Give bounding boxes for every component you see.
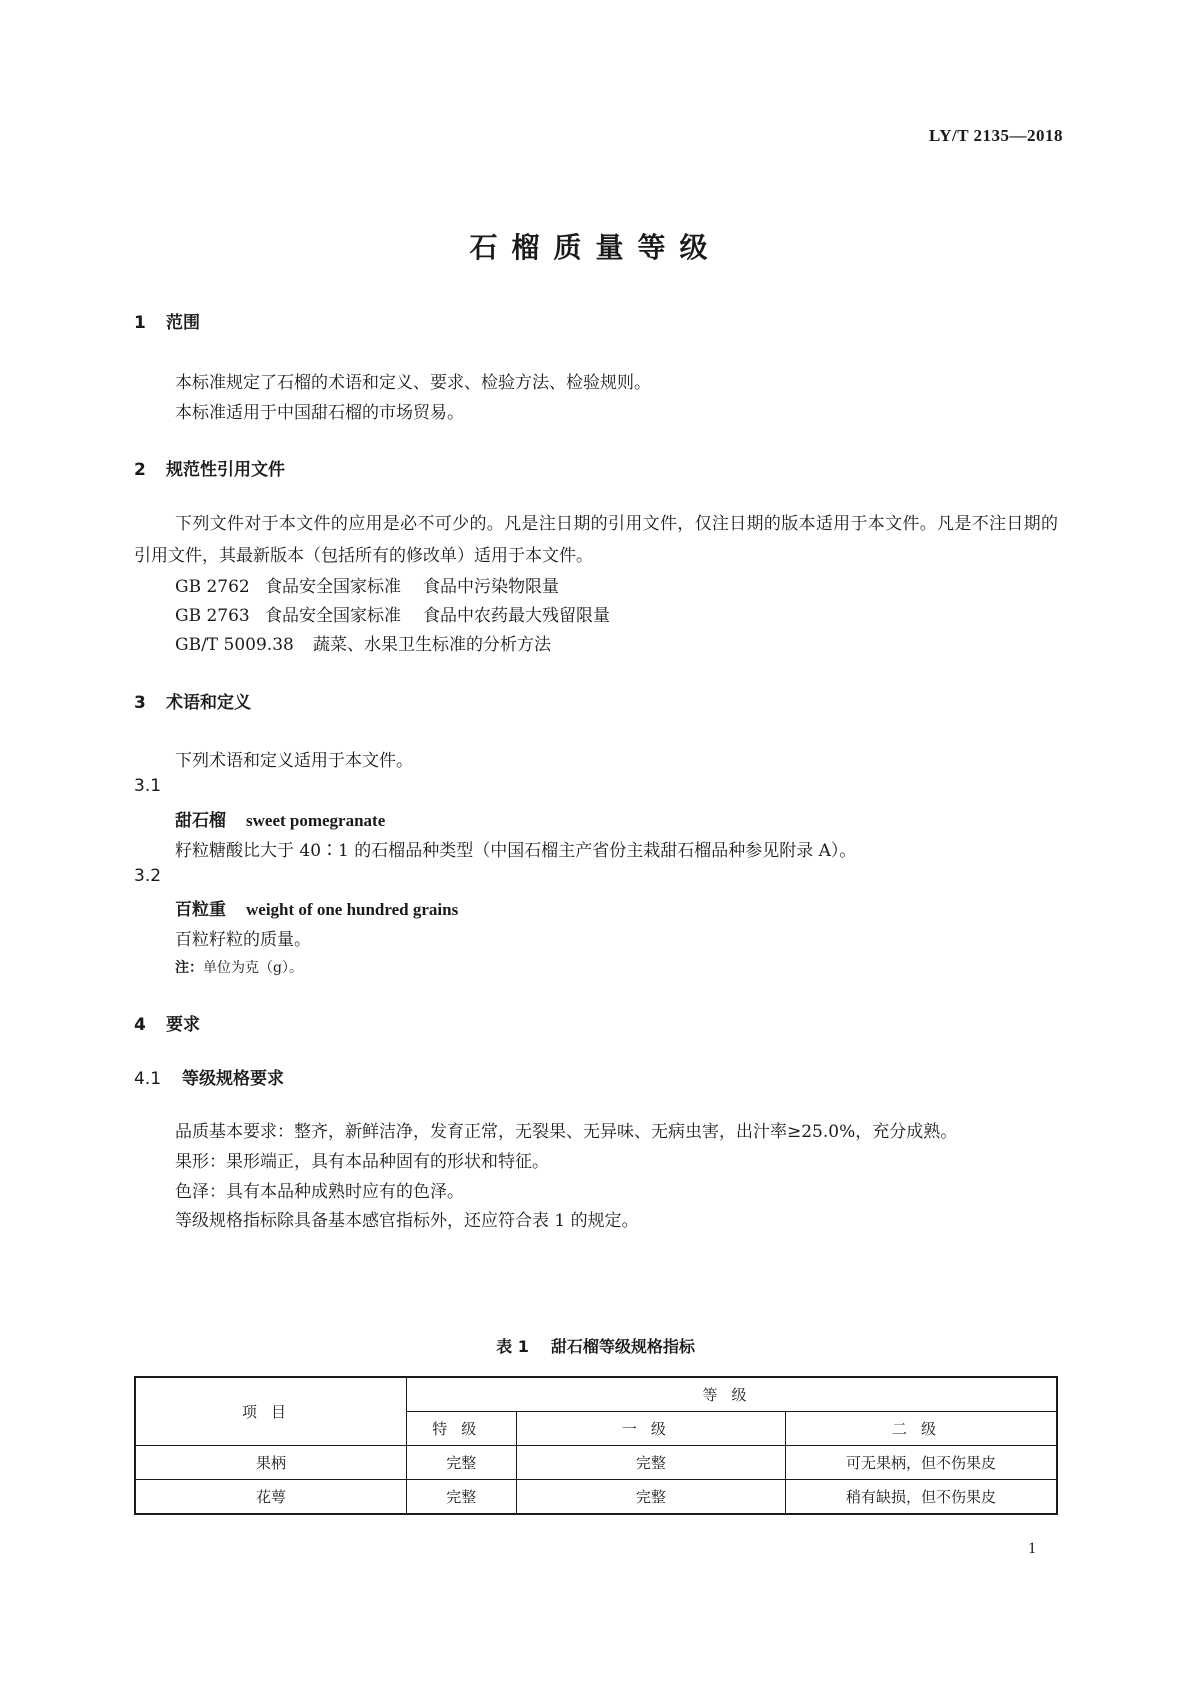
term-heading [175, 895, 458, 920]
section-number: 3 [134, 693, 146, 713]
section-number: 4 [134, 1015, 146, 1035]
term-heading [175, 806, 385, 831]
term-en: sweet pomegranate [246, 811, 386, 830]
reference-code: GB/T 5009.38 [175, 635, 294, 655]
table-caption [0, 1334, 1191, 1357]
reference-code: GB 2763 [175, 606, 250, 626]
subsection-title: 等级规格要求 [182, 1069, 284, 1089]
term-zh: 甜石榴 [175, 811, 226, 831]
section-title: 要求 [166, 1015, 200, 1035]
header-grade-second: 二级 [786, 1412, 1057, 1446]
section-2-heading [134, 455, 285, 480]
table-title: 甜石榴等级规格指标 [550, 1337, 695, 1356]
reference-item [175, 630, 551, 655]
cell: 完整 [516, 1480, 785, 1515]
term-en: weight of one hundred grains [246, 900, 459, 919]
grade-spec-table [134, 1376, 1058, 1515]
note-label: 注： [175, 960, 203, 976]
term-zh: 百粒重 [175, 900, 226, 920]
term-definition: 百粒籽粒的质量。 [175, 930, 311, 950]
header-grade-special: 特级 [406, 1412, 516, 1446]
reference-item [175, 572, 559, 597]
cell: 可无果柄，但不伤果皮 [786, 1446, 1057, 1480]
row-item: 果柄 [135, 1446, 406, 1480]
note-text: 单位为克（g）。 [203, 960, 303, 976]
section-number: 1 [134, 313, 146, 333]
document-title: 石榴质量等级 [469, 231, 722, 264]
section-title: 范围 [166, 313, 200, 333]
term-definition: 籽粒糖酸比大于 40∶1 的石榴品种类型（中国石榴主产省份主栽甜石榴品种参见附录 A）。 [175, 841, 857, 861]
section-number: 2 [134, 460, 146, 480]
paragraph: 等级规格指标除具备基本感官指标外，还应符合表 1 的规定。 [175, 1211, 639, 1231]
page-number: 1 [1028, 1540, 1036, 1557]
term-number: 3.2 [134, 866, 162, 886]
header-grade: 等级 [406, 1377, 1057, 1412]
reference-code: GB 2762 [175, 577, 250, 597]
section-title: 规范性引用文件 [166, 460, 285, 480]
reference-subtitle: 食品中污染物限量 [423, 577, 559, 597]
paragraph: 下列术语和定义适用于本文件。 [175, 751, 413, 771]
paragraph: 本标准适用于中国甜石榴的市场贸易。 [175, 403, 464, 423]
table-number: 表 1 [496, 1337, 529, 1356]
paragraph: 果形：果形端正，具有本品种固有的形状和特征。 [175, 1152, 549, 1172]
table-row [135, 1480, 1057, 1515]
paragraph: 品质基本要求：整齐，新鲜洁净，发育正常，无裂果、无异味、无病虫害，出汁率≥25.0%，充分成熟。 [175, 1122, 958, 1142]
cell: 稍有缺损，但不伤果皮 [786, 1480, 1057, 1515]
note [175, 957, 303, 977]
standard-code: LY/T 2135—2018 [928, 126, 1063, 145]
reference-item [175, 601, 610, 626]
section-4-heading [134, 1010, 200, 1035]
subsection-number: 4.1 [134, 1069, 162, 1089]
paragraph: 本标准规定了石榴的术语和定义、要求、检验方法、检验规则。 [175, 373, 651, 393]
subsection-4-1-heading [134, 1064, 284, 1089]
reference-subtitle: 食品中农药最大残留限量 [423, 606, 610, 626]
reference-title: 食品安全国家标准 [265, 577, 401, 597]
reference-title: 食品安全国家标准 [265, 606, 401, 626]
section-3-heading [134, 688, 251, 713]
reference-title: 蔬菜、水果卫生标准的分析方法 [313, 635, 551, 655]
section-title: 术语和定义 [166, 693, 251, 713]
section-1-heading [134, 308, 200, 333]
paragraph: 下列文件对于本文件的应用是必不可少的。凡是注日期的引用文件，仅注日期的版本适用于本文件。凡是不注日期的引用文件，其最新版本（包括所有的修改单）适用于本文件。 [134, 514, 1058, 566]
header-grade-first: 一级 [516, 1412, 785, 1446]
row-item: 花萼 [135, 1480, 406, 1515]
table-row [135, 1446, 1057, 1480]
table-header-row [135, 1377, 1057, 1412]
cell: 完整 [406, 1480, 516, 1515]
header-item: 项目 [135, 1377, 406, 1446]
cell: 完整 [406, 1446, 516, 1480]
cell: 完整 [516, 1446, 785, 1480]
term-number: 3.1 [134, 776, 162, 796]
paragraph: 色泽：具有本品种成熟时应有的色泽。 [175, 1182, 464, 1202]
